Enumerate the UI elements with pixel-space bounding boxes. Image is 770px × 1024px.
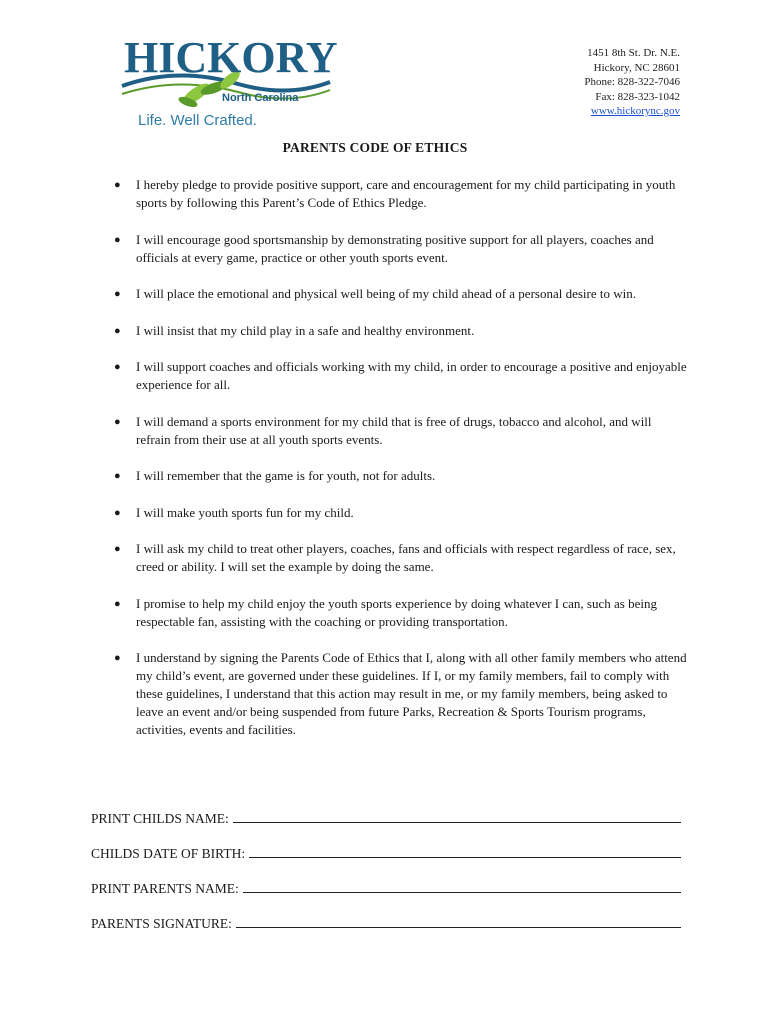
- pledge-text: I will ask my child to treat other players, coaches, fans and officials with respect regardless of race, sex, creed or ability. I will set the example by doing the same.: [136, 541, 676, 574]
- parent-name-line[interactable]: [243, 891, 681, 893]
- pledge-text: I will encourage good sportsmanship by demonstrating positive support for all players, coaches and officials at every game, practice or other youth sports event.: [136, 231, 654, 265]
- child-name-field: [91, 792, 681, 827]
- website-link[interactable]: www.hickorync.gov: [590, 105, 680, 117]
- child-dob-field: [91, 827, 681, 862]
- child-dob-line[interactable]: [249, 856, 681, 858]
- signature-section: [91, 792, 681, 932]
- pledge-text: I will make youth sports fun for my child.: [136, 504, 354, 520]
- bullet-icon: ●: [114, 543, 121, 555]
- bullet-icon: ●: [114, 233, 121, 246]
- pledge-list: [96, 176, 688, 758]
- contact-phone: Phone: 828-322-7046: [584, 76, 680, 88]
- bullet-icon: ●: [114, 597, 121, 610]
- pledge-text: I will demand a sports environment for my child that is free of drugs, tobacco and alcohol, and will refrain from their use at all youth sports events.: [136, 413, 652, 447]
- pledge-text: I understand by signing the Parents Code of Ethics that I, along with all other family members who attend my child’s event, are governed under these guidelines. If I, or my family members, fail to comply with these guidelines, I understand that this action may result in me, or my family members, being asked to leave an event and/or being suspended from future Parks, Recreation & Sports Tourism programs, activities, events and facilities.: [136, 650, 687, 737]
- parent-signature-line[interactable]: [236, 926, 681, 928]
- pledge-text: I will insist that my child play in a safe and healthy environment.: [136, 322, 475, 338]
- hickory-logo: [118, 33, 338, 132]
- parent-name-field: [91, 862, 681, 897]
- pledge-text: I will remember that the game is for youth, not for adults.: [136, 468, 436, 483]
- pledge-text: I will place the emotional and physical well being of my child ahead of a personal desire to win.: [136, 286, 636, 301]
- bullet-icon: ●: [114, 179, 121, 191]
- logo-region: North Carolina: [222, 92, 299, 104]
- bullet-icon: ●: [114, 506, 121, 519]
- pledge-item: [96, 285, 688, 303]
- pledge-item: [96, 595, 688, 631]
- document-title: PARENTS CODE OF ETHICS: [282, 140, 468, 155]
- bullet-icon: ●: [114, 288, 121, 300]
- pledge-item: [96, 540, 688, 576]
- logo-tagline: Life. Well Crafted.: [138, 112, 257, 129]
- bullet-icon: ●: [114, 470, 121, 482]
- pledge-item: [96, 176, 688, 212]
- contact-fax: Fax: 828-323-1042: [595, 90, 680, 103]
- pledge-item: [96, 413, 688, 449]
- pledge-item: [96, 358, 688, 394]
- child-name-label: PRINT CHILDS NAME:: [91, 811, 229, 826]
- bullet-icon: ●: [114, 652, 121, 664]
- pledge-item: [96, 467, 688, 485]
- contact-block: [584, 46, 680, 119]
- contact-street: 1451 8th St. Dr. N.E.: [587, 47, 680, 59]
- contact-city: Hickory, NC 28601: [593, 61, 680, 74]
- pledge-item: [96, 649, 688, 739]
- parent-signature-field: [91, 897, 681, 932]
- bullet-icon: ●: [114, 361, 121, 373]
- bullet-icon: ●: [114, 415, 121, 428]
- pledge-item: [96, 231, 688, 267]
- child-name-line[interactable]: [233, 821, 681, 823]
- logo-wordmark: HICKORY: [124, 33, 338, 82]
- parent-signature-label: PARENTS SIGNATURE:: [91, 916, 232, 931]
- parent-name-label: PRINT PARENTS NAME:: [91, 881, 239, 896]
- pledge-item: [96, 322, 688, 340]
- bullet-icon: ●: [114, 324, 121, 337]
- pledge-item: [96, 504, 688, 522]
- pledge-text: I promise to help my child enjoy the youth sports experience by doing whatever I can, such as being respectable fan, assisting with the coaching or providing transportation.: [136, 595, 657, 629]
- child-dob-label: CHILDS DATE OF BIRTH:: [91, 846, 246, 861]
- pledge-text: I hereby pledge to provide positive support, care and encouragement for my child participating in youth sports by following this Parent’s Code of Ethics Pledge.: [136, 177, 676, 210]
- pledge-text: I will support coaches and officials working with my child, in order to encourage a positive and enjoyable experience for all.: [136, 359, 687, 392]
